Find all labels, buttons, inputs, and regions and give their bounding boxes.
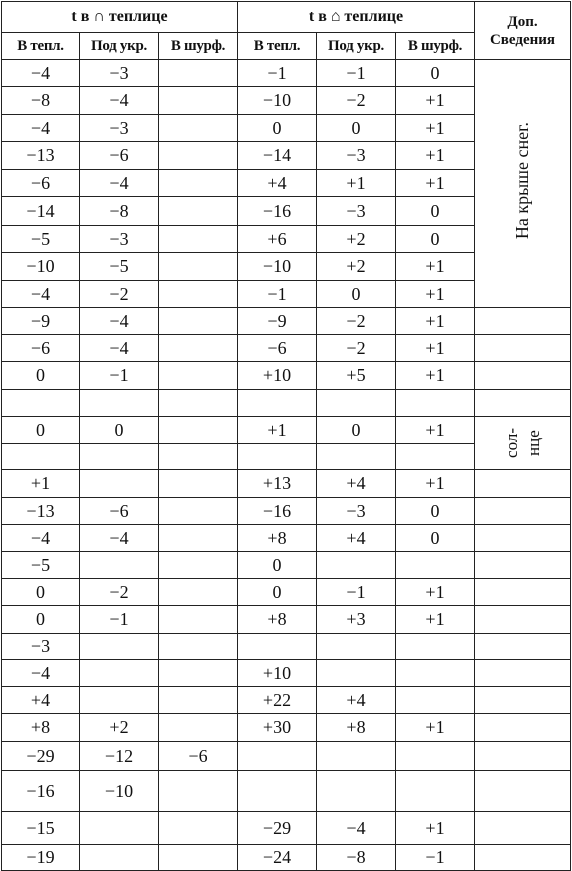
table-cell: −1 (238, 60, 317, 87)
table-cell (238, 444, 317, 470)
table-row (2, 525, 571, 552)
table-cell: −6 (80, 498, 159, 525)
table-cell (159, 226, 238, 253)
table-cell: +1 (396, 335, 475, 362)
table-cell: +1 (238, 417, 317, 444)
table-cell: −4 (2, 115, 80, 142)
table-cell (80, 687, 159, 714)
table-cell (159, 634, 238, 660)
note-empty-cell (475, 606, 571, 634)
note-snow-on-roof: На крыше снег. (512, 122, 532, 240)
table-row (2, 470, 571, 498)
table-row (2, 606, 571, 634)
table-cell: +1 (396, 362, 475, 390)
table-cell (159, 308, 238, 335)
subheader-cell: В шурф. (396, 33, 475, 60)
table-cell: +8 (238, 525, 317, 552)
table-cell: −9 (238, 308, 317, 335)
table-cell (396, 444, 475, 470)
table-cell (159, 281, 238, 308)
table-cell: −4 (80, 87, 159, 115)
table-row (2, 308, 571, 335)
table-cell: −5 (2, 552, 80, 579)
note-empty-cell (475, 687, 571, 714)
table-cell (238, 634, 317, 660)
table-cell (80, 390, 159, 417)
table-cell: +1 (396, 606, 475, 634)
table-cell: 0 (80, 417, 159, 444)
table-cell: −16 (238, 197, 317, 226)
greenhouse-temperature-table (1, 1, 571, 871)
table-cell (396, 552, 475, 579)
note-sun (475, 428, 570, 458)
table-cell: −4 (2, 60, 80, 87)
table-cell (159, 170, 238, 197)
table-cell (317, 552, 396, 579)
table-cell: −4 (80, 170, 159, 197)
table-cell: −16 (2, 771, 80, 812)
table-cell: +4 (238, 170, 317, 197)
table-cell: +1 (396, 579, 475, 606)
table-cell: −12 (80, 742, 159, 771)
table-cell (159, 444, 238, 470)
table-cell: −4 (2, 281, 80, 308)
table-cell (159, 771, 238, 812)
table-cell: +1 (396, 281, 475, 308)
table-cell: +1 (396, 87, 475, 115)
table-cell (159, 812, 238, 845)
table-cell (80, 470, 159, 498)
table-cell: −19 (2, 845, 80, 871)
table-cell: −2 (317, 308, 396, 335)
table-cell: −1 (317, 60, 396, 87)
table-cell: −2 (80, 579, 159, 606)
table-cell: −9 (2, 308, 80, 335)
table-cell: −10 (238, 253, 317, 281)
table-cell (317, 634, 396, 660)
table-cell: 0 (396, 226, 475, 253)
table-cell: −15 (2, 812, 80, 845)
table-row (2, 742, 571, 771)
table-cell (159, 714, 238, 742)
table-cell (396, 660, 475, 687)
table-cell: −3 (317, 197, 396, 226)
table-cell: 0 (317, 417, 396, 444)
table-cell: +4 (317, 470, 396, 498)
table-cell (159, 552, 238, 579)
table-cell: +1 (396, 714, 475, 742)
note-empty-cell (475, 470, 571, 498)
subheader-cell: В тепл. (238, 33, 317, 60)
subheader-cell: В шурф. (159, 33, 238, 60)
header-arched-greenhouse: t в ∩ теплице (2, 2, 238, 33)
table-cell: 0 (238, 579, 317, 606)
table-cell: +1 (396, 470, 475, 498)
table-row (2, 579, 571, 606)
note-empty-cell (475, 771, 571, 812)
header-extra-info: Доп. Сведения (475, 2, 571, 60)
note-empty-cell (475, 845, 571, 871)
table-cell (80, 552, 159, 579)
note-empty-cell (475, 660, 571, 687)
table-cell: +10 (238, 660, 317, 687)
table-cell: +1 (396, 812, 475, 845)
table-cell: −3 (80, 60, 159, 87)
table-cell: +4 (2, 687, 80, 714)
note-sun-line-2: нце (523, 430, 543, 456)
table-cell: +30 (238, 714, 317, 742)
table-cell: −5 (2, 226, 80, 253)
table-cell (159, 142, 238, 170)
table-row (2, 335, 571, 362)
table-cell (396, 687, 475, 714)
table-cell: +4 (317, 525, 396, 552)
table-cell (159, 253, 238, 281)
table-cell: +22 (238, 687, 317, 714)
table-cell: +6 (238, 226, 317, 253)
table-cell (396, 390, 475, 417)
table-cell: +13 (238, 470, 317, 498)
table-cell: 0 (317, 281, 396, 308)
table-cell: −3 (80, 115, 159, 142)
table-cell (80, 812, 159, 845)
table-cell: −4 (80, 308, 159, 335)
header-gable-greenhouse: t в ⌂ теплице (238, 2, 475, 33)
table-cell (159, 687, 238, 714)
table-cell: −8 (2, 87, 80, 115)
table-cell: 0 (396, 498, 475, 525)
table-cell (317, 660, 396, 687)
table-cell: −10 (2, 253, 80, 281)
table-cell: −16 (238, 498, 317, 525)
table-cell: +3 (317, 606, 396, 634)
note-empty-cell (475, 714, 571, 742)
table-cell: +8 (2, 714, 80, 742)
note-empty-cell (475, 579, 571, 606)
table-cell: +1 (396, 115, 475, 142)
table-row (2, 845, 571, 871)
table-cell (159, 362, 238, 390)
table-cell: +5 (317, 362, 396, 390)
table-cell: +8 (238, 606, 317, 634)
table-cell: 0 (2, 606, 80, 634)
table-cell (317, 444, 396, 470)
table-cell: +2 (317, 253, 396, 281)
table-cell: −13 (2, 142, 80, 170)
note-empty-cell (475, 498, 571, 525)
table-cell (80, 634, 159, 660)
table-cell: −2 (317, 335, 396, 362)
table-cell (80, 444, 159, 470)
table-cell: −3 (317, 142, 396, 170)
table-cell: +2 (80, 714, 159, 742)
table-cell: 0 (2, 579, 80, 606)
table-cell (80, 845, 159, 871)
table-cell: 0 (396, 197, 475, 226)
table-row (2, 362, 571, 390)
note-snow-on-roof-cell (475, 60, 571, 308)
table-cell (159, 525, 238, 552)
table-cell: −24 (238, 845, 317, 871)
table-cell (159, 417, 238, 444)
table-body (2, 60, 571, 871)
table-cell: −8 (317, 845, 396, 871)
table-cell: 0 (2, 362, 80, 390)
table-cell: −3 (2, 634, 80, 660)
table-cell: −3 (80, 226, 159, 253)
note-sun-line-1: сол- (501, 428, 521, 458)
table-cell: −4 (2, 660, 80, 687)
table-cell: −3 (317, 498, 396, 525)
table-row (2, 498, 571, 525)
table-cell: −5 (80, 253, 159, 281)
subheader-cell: Под укр. (317, 33, 396, 60)
table-cell (159, 197, 238, 226)
table-row (2, 687, 571, 714)
note-empty-cell (475, 362, 571, 390)
table-cell: −14 (238, 142, 317, 170)
table-cell (396, 742, 475, 771)
table-cell: −13 (2, 498, 80, 525)
table-cell: +10 (238, 362, 317, 390)
table-cell: +4 (317, 687, 396, 714)
table-cell: +1 (396, 308, 475, 335)
table-cell: −10 (80, 771, 159, 812)
note-sun-cell (475, 417, 571, 470)
table-cell: −2 (317, 87, 396, 115)
table-cell (159, 660, 238, 687)
note-empty-cell (475, 308, 571, 335)
table-cell (317, 390, 396, 417)
table-cell: −29 (2, 742, 80, 771)
table-cell (2, 444, 80, 470)
table-cell: 0 (238, 115, 317, 142)
table-cell: −1 (80, 362, 159, 390)
table-cell (396, 634, 475, 660)
table-cell: +1 (2, 470, 80, 498)
table-row (2, 771, 571, 812)
table-cell (317, 771, 396, 812)
table-cell (80, 660, 159, 687)
table-cell: +1 (396, 170, 475, 197)
table-cell: 0 (2, 417, 80, 444)
note-empty-cell (475, 552, 571, 579)
table-cell: −1 (238, 281, 317, 308)
table-cell (238, 771, 317, 812)
table-cell: −6 (238, 335, 317, 362)
note-empty-cell (475, 742, 571, 771)
table-cell (317, 742, 396, 771)
table-cell: +1 (317, 170, 396, 197)
note-empty-cell (475, 335, 571, 362)
table-cell (2, 390, 80, 417)
table-cell: −4 (317, 812, 396, 845)
table-cell (159, 335, 238, 362)
table-cell: −29 (238, 812, 317, 845)
table-cell: −1 (317, 579, 396, 606)
table-cell: +2 (317, 226, 396, 253)
table-cell (159, 845, 238, 871)
table-row (2, 714, 571, 742)
table-row (2, 60, 571, 87)
table-row (2, 660, 571, 687)
table-cell (396, 771, 475, 812)
table-cell: −1 (80, 606, 159, 634)
table-cell (159, 115, 238, 142)
subheader-cell: В тепл. (2, 33, 80, 60)
table-cell: −1 (396, 845, 475, 871)
subheader-cell: Под укр. (80, 33, 159, 60)
table-cell: −6 (2, 170, 80, 197)
table-cell (238, 742, 317, 771)
note-empty-cell (475, 812, 571, 845)
table-cell (159, 579, 238, 606)
table-cell (159, 60, 238, 87)
table-cell (159, 498, 238, 525)
table-cell: +1 (396, 417, 475, 444)
table-cell: +1 (396, 142, 475, 170)
table-cell (159, 390, 238, 417)
note-empty-cell (475, 525, 571, 552)
table-row (2, 634, 571, 660)
table-cell: −14 (2, 197, 80, 226)
table-cell: −6 (159, 742, 238, 771)
table-row (2, 552, 571, 579)
table-row (2, 417, 571, 444)
table-cell (159, 87, 238, 115)
table-cell: −2 (80, 281, 159, 308)
table-cell (238, 390, 317, 417)
table-cell (159, 470, 238, 498)
table-row (2, 812, 571, 845)
table-cell (159, 606, 238, 634)
note-empty-cell (475, 390, 571, 417)
table-cell: −10 (238, 87, 317, 115)
table-cell: −4 (80, 335, 159, 362)
table-cell: 0 (396, 525, 475, 552)
table-cell: 0 (396, 60, 475, 87)
table-cell: 0 (238, 552, 317, 579)
table-row (2, 390, 571, 417)
table-cell: +8 (317, 714, 396, 742)
table-cell: −4 (2, 525, 80, 552)
note-empty-cell (475, 634, 571, 660)
table-cell: −4 (80, 525, 159, 552)
table-cell: −6 (80, 142, 159, 170)
table-cell: +1 (396, 253, 475, 281)
table-cell: −8 (80, 197, 159, 226)
table-cell: −6 (2, 335, 80, 362)
table-cell: 0 (317, 115, 396, 142)
